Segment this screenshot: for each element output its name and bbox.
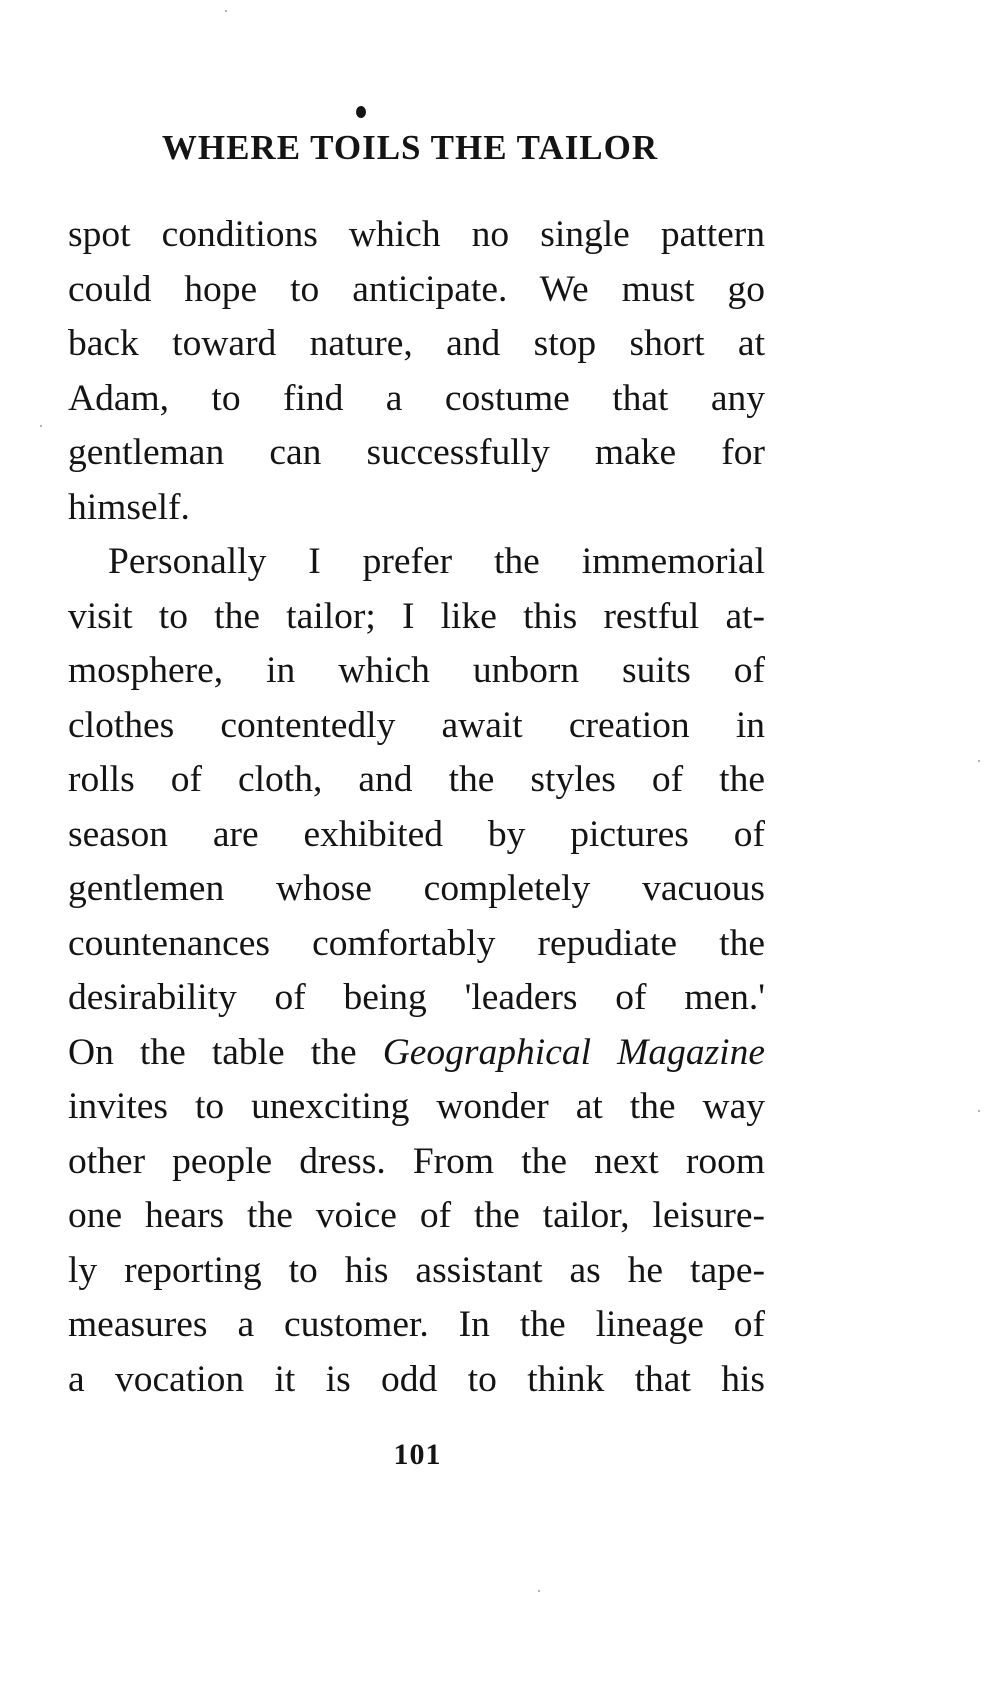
- text-line: clothes contentedly await creation in: [68, 704, 765, 746]
- text-line: one hears the voice of the tailor, leisure-: [68, 1195, 765, 1236]
- text-line: rolls of cloth, and the styles of the: [68, 759, 765, 800]
- text-line: ly reporting to his assistant as he tape-: [68, 1249, 765, 1291]
- body-text: [68, 208, 765, 1407]
- text-line: desirability of being 'leaders of men.': [68, 977, 765, 1018]
- text-line: could hope to anticipate. We must go: [68, 268, 765, 310]
- text-line: countenances comfortably repudiate the: [68, 922, 765, 964]
- text-line: invites to unexciting wonder at the way: [68, 1086, 765, 1127]
- text-line: gentlemen whose completely vacuous: [68, 868, 765, 909]
- text-line: Adam, to find a costume that any: [68, 377, 765, 419]
- page-number: 101: [393, 1438, 442, 1471]
- text-line: season are exhibited by pictures of: [68, 813, 765, 855]
- text-line: spot conditions which no single pattern: [68, 214, 765, 255]
- running-title: WHERE TOILS THE TAILOR: [161, 128, 659, 167]
- text-line: a vocation it is odd to think that his: [68, 1358, 765, 1400]
- ink-dot-mark: [356, 106, 366, 118]
- text-line: mosphere, in which unborn suits of: [68, 650, 765, 691]
- text-line: measures a customer. In the lineage of: [68, 1304, 765, 1345]
- text-line: gentleman can successfully make for: [68, 432, 765, 473]
- text-line: himself.: [68, 486, 190, 528]
- text-line: Personally I prefer the immemorial: [108, 541, 765, 582]
- paper-speck: [225, 10, 227, 12]
- paper-speck: [978, 1110, 980, 1112]
- text-line: back toward nature, and stop short at: [68, 323, 765, 364]
- paper-speck: [538, 1590, 540, 1592]
- text-line-with-italic: [68, 1026, 765, 1081]
- paper-speck: [978, 760, 980, 762]
- text-line: visit to the tailor; I like this restful at-: [68, 595, 765, 637]
- paper-speck: [40, 425, 42, 427]
- line-text-before: On the table the: [68, 1031, 383, 1073]
- text-line: other people dress. From the next room: [68, 1140, 765, 1182]
- magazine-title: Geographical Magazine: [382, 1031, 765, 1073]
